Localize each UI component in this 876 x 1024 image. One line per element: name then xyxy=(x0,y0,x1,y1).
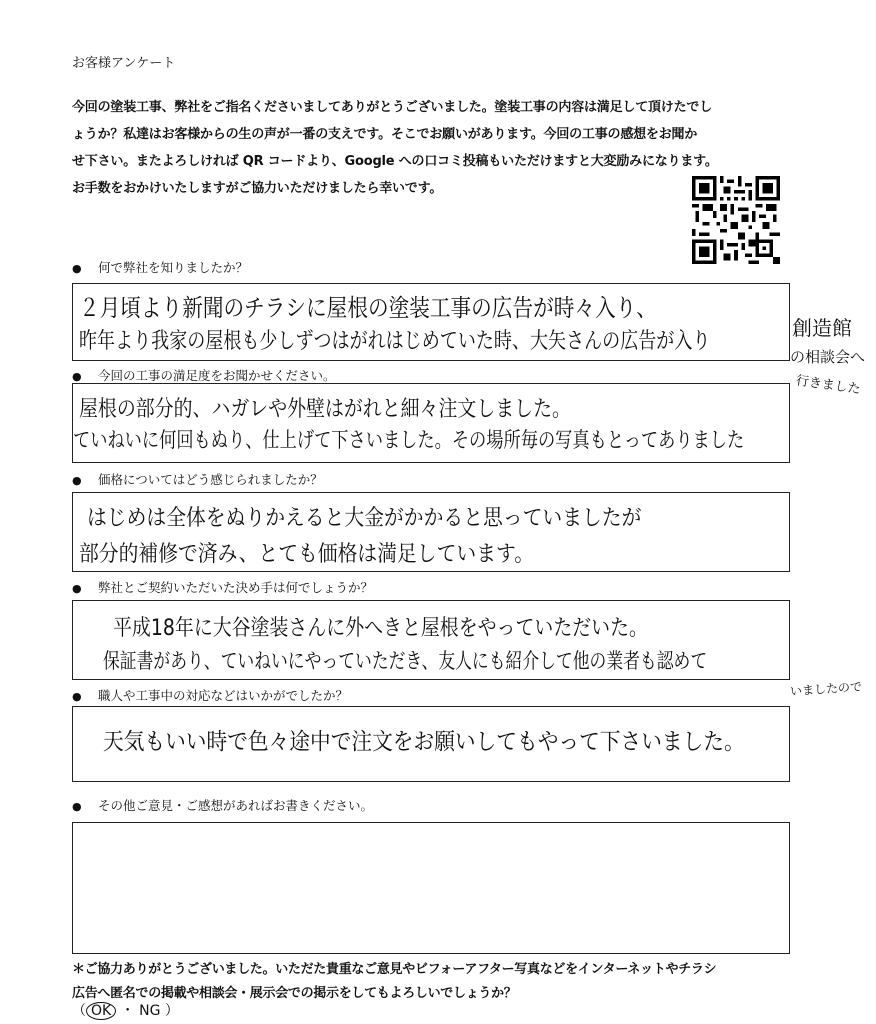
bullet-icon: ● xyxy=(72,582,82,595)
bullet-icon: ● xyxy=(72,800,82,813)
handwritten-answer-line: 平成18年に大谷塗装さんに外へきと屋根をやっていただいた。 xyxy=(113,616,648,641)
consent-choice xyxy=(72,1000,179,1020)
margin-note: いましたので xyxy=(789,679,863,699)
bullet-icon: ● xyxy=(72,690,82,703)
question-4 xyxy=(72,578,373,596)
choice-open: （ xyxy=(72,1003,86,1019)
question-label: 何で弊社を知りましたか？ xyxy=(98,260,249,275)
question-label: その他ご意見・ご感想があればお書きください。 xyxy=(98,798,374,813)
bullet-icon: ● xyxy=(72,370,82,383)
survey-title: お客様アンケート xyxy=(72,56,176,71)
answer-box-3[interactable] xyxy=(72,492,790,572)
footer-line: 広告へ匿名での掲載や相談会・展示会での掲示をしてもよろしいでしょうか？ xyxy=(72,986,517,1001)
handwritten-answer-line: 屋根の部分的、ハガレや外壁はがれと細々注文しました。 xyxy=(79,397,571,422)
intro-line: 今回の塗装工事、弊社をご指名くださいましてありがとうございました。塗装工事の内容は満足して頂けたでし xyxy=(72,100,713,115)
handwritten-answer-line: 部分的補修で済み、とても価格は満足しています。 xyxy=(79,542,535,567)
footer-line: ＊ご協力ありがとうございました。いただた貴重なご意見やビフォーアフター写真などをインターネットやチラシ xyxy=(72,962,717,977)
choice-close: ） xyxy=(164,1003,179,1019)
margin-note: 創造館 xyxy=(792,316,852,340)
answer-box-1[interactable] xyxy=(72,283,790,361)
question-5 xyxy=(72,686,348,704)
question-2 xyxy=(72,366,336,384)
question-label: 価格についてはどう感じられましたか？ xyxy=(98,472,323,487)
intro-line: ょうか？私達はお客様からの生の声が一番の支えです。そこでお願いがあります。今回の工事の感想をお聞か xyxy=(72,127,698,142)
bullet-icon: ● xyxy=(72,474,82,487)
margin-note: の相談会へ xyxy=(790,348,866,366)
ng-option[interactable]: NG xyxy=(139,1003,161,1019)
handwritten-answer-line: はじめは全体をぬりかえると大金がかかると思っていましたが xyxy=(87,506,642,531)
handwritten-answer-line: ２月頃より新聞のチラシに屋根の塗装工事の広告が時々入り、 xyxy=(79,294,657,322)
margin-note: 行きました xyxy=(794,373,862,398)
question-3 xyxy=(72,470,323,488)
question-label: 弊社とご契約いただいた決め手は何でしょうか？ xyxy=(98,580,374,595)
ok-option-circled[interactable]: OK xyxy=(86,1002,116,1020)
question-label: 今回の工事の満足度をお聞かせください。 xyxy=(98,368,336,383)
answer-box-4[interactable] xyxy=(72,600,790,680)
handwritten-answer-line: ていねいに何回もぬり、仕上げて下さいました。その場所毎の写真もとってありました xyxy=(73,428,745,452)
question-6 xyxy=(72,796,373,814)
question-label: 職人や工事中の対応などはいかがでしたか？ xyxy=(98,688,349,703)
choice-separator: ・ xyxy=(120,1003,135,1019)
answer-box-6[interactable] xyxy=(72,822,790,954)
handwritten-answer-line: 天気もいい時で色々途中で注文をお願いしてもやって下さいました。 xyxy=(103,729,745,755)
qr-code-icon[interactable] xyxy=(692,176,780,264)
intro-line: せ下さい。またよろしければ QR コードより、Google への口コミ投稿もいただけますと大変励みになります。 xyxy=(72,154,718,169)
answer-box-5[interactable] xyxy=(72,706,790,782)
intro-line: お手数をおかけいたしますがご協力いただけましたら幸いです。 xyxy=(72,181,443,196)
handwritten-answer-line: 保証書があり、ていねいにやっていただき、友人にも紹介して他の業者も認めて xyxy=(103,649,708,673)
answer-box-2[interactable] xyxy=(72,383,790,463)
handwritten-answer-line: 昨年より我家の屋根も少しずつはがれはじめていた時、大矢さんの広告が入り xyxy=(79,329,711,354)
bullet-icon: ● xyxy=(72,262,82,275)
question-1 xyxy=(72,258,248,276)
